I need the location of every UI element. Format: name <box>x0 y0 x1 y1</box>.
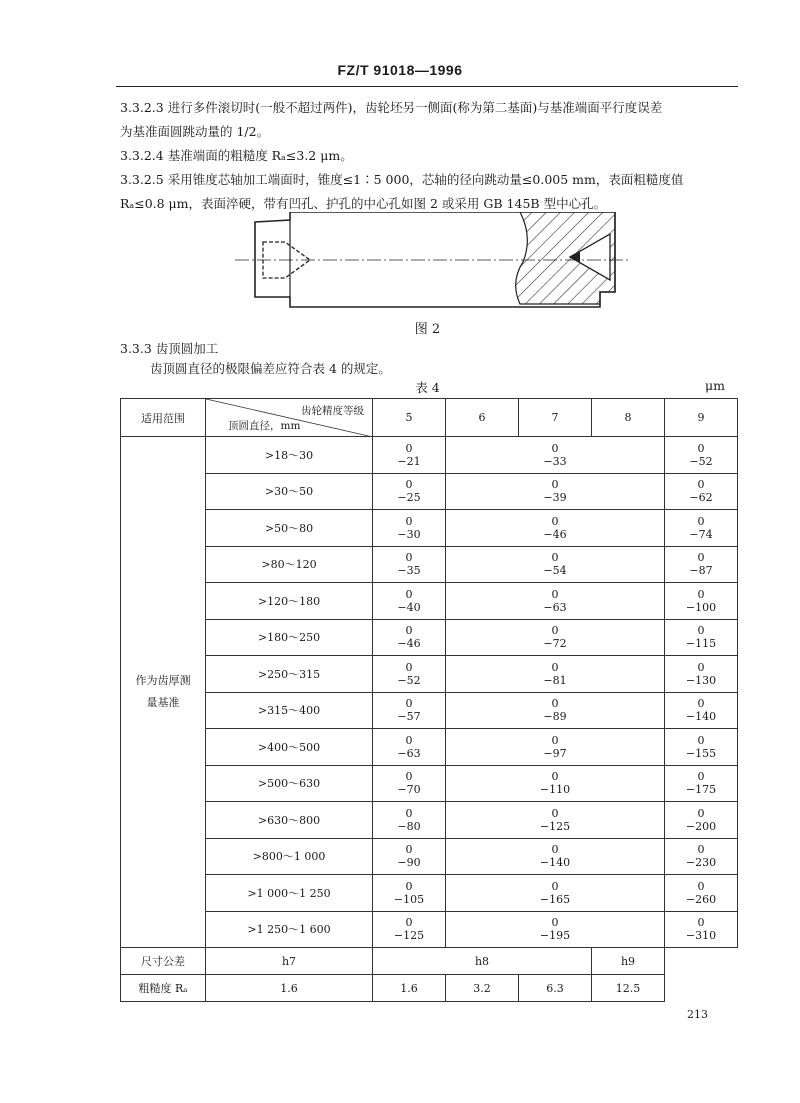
deviation-g5: 0 −90 <box>373 838 446 875</box>
clause-3-3-2-4: 3.3.2.4 基准端面的粗糙度 Rₐ≤3.2 μm。 <box>120 148 353 163</box>
header-diameter: 顶圆直径，mm <box>228 420 301 432</box>
table-header-row <box>121 399 738 437</box>
deviation-g9: 0 −87 <box>665 546 738 583</box>
header-grade-9: 9 <box>665 399 738 437</box>
roughness-label: 粗糙度 Rₐ <box>121 975 206 1002</box>
roughness-g6: 1.6 <box>373 975 446 1002</box>
deviation-g9: 0 −130 <box>665 656 738 693</box>
diameter-range: >180～250 <box>206 619 373 656</box>
diameter-range: >315～400 <box>206 692 373 729</box>
deviation-g678: 0 −54 <box>446 546 665 583</box>
clause-3-3-2-5-line1: 3.3.2.5 采用锥度芯轴加工端面时，锥度≤1∶5 000，芯轴的径向跳动量≤0.005 mm，表面粗糙度值 <box>120 172 684 187</box>
diameter-range: >800～1 000 <box>206 838 373 875</box>
header-grade-8: 8 <box>592 399 665 437</box>
deviation-g678: 0 −81 <box>446 656 665 693</box>
deviation-g5: 0 −63 <box>373 729 446 766</box>
header-rule <box>116 86 738 87</box>
deviation-g9: 0 −62 <box>665 473 738 510</box>
deviation-g5: 0 −25 <box>373 473 446 510</box>
roughness-g8: 6.3 <box>519 975 592 1002</box>
table-row <box>121 729 738 766</box>
roughness-g5: 1.6 <box>206 975 373 1002</box>
roughness-g7: 3.2 <box>446 975 519 1002</box>
diameter-range: >500～630 <box>206 765 373 802</box>
clause-3-3-2-3-line2: 为基准面圆跳动量的 1/2。 <box>120 124 270 139</box>
deviation-g9: 0 −230 <box>665 838 738 875</box>
deviation-g678: 0 −97 <box>446 729 665 766</box>
table-row <box>121 510 738 547</box>
deviation-g5: 0 −46 <box>373 619 446 656</box>
diameter-range: >50～80 <box>206 510 373 547</box>
diameter-range: >1 250～1 600 <box>206 911 373 948</box>
tolerance-g5: h7 <box>206 948 373 975</box>
tolerance-row <box>121 948 738 975</box>
deviation-g9: 0 −140 <box>665 692 738 729</box>
figure-2-mandrel-drawing <box>235 212 630 312</box>
table-row <box>121 911 738 948</box>
deviation-g5: 0 −21 <box>373 437 446 474</box>
table-row <box>121 875 738 912</box>
section-3-3-3-heading: 3.3.3 齿顶圆加工 <box>120 341 219 356</box>
deviation-g678: 0 −195 <box>446 911 665 948</box>
clause-3-3-2-3-line1: 3.3.2.3 进行多件滚切时(一般不超过两件)，齿轮坯另一侧面(称为第二基面)与基准端面平行度误差 <box>120 100 663 115</box>
header-grade-7: 7 <box>519 399 592 437</box>
deviation-g9: 0 −310 <box>665 911 738 948</box>
table-row <box>121 765 738 802</box>
table-row <box>121 583 738 620</box>
table-row <box>121 619 738 656</box>
deviation-g678: 0 −46 <box>446 510 665 547</box>
deviation-g5: 0 −35 <box>373 546 446 583</box>
header-grade: 齿轮精度等级 <box>301 405 364 417</box>
deviation-g9: 0 −260 <box>665 875 738 912</box>
header-diagonal <box>206 399 373 437</box>
table-row <box>121 802 738 839</box>
deviation-g678: 0 −39 <box>446 473 665 510</box>
deviation-g5: 0 −70 <box>373 765 446 802</box>
tolerance-label: 尺寸公差 <box>121 948 206 975</box>
deviation-g9: 0 −175 <box>665 765 738 802</box>
roughness-row <box>121 975 738 1002</box>
deviation-g9: 0 −115 <box>665 619 738 656</box>
deviation-g5: 0 −52 <box>373 656 446 693</box>
diameter-range: >18～30 <box>206 437 373 474</box>
diameter-range: >80～120 <box>206 546 373 583</box>
clause-3-3-2-5-line2: Rₐ≤0.8 μm，表面淬硬，带有凹孔、护孔的中心孔如图 2 或采用 GB 145B 型中心孔。 <box>120 196 607 211</box>
deviation-g9: 0 −155 <box>665 729 738 766</box>
diameter-range: >30～50 <box>206 473 373 510</box>
header-grade-6: 6 <box>446 399 519 437</box>
deviation-g678: 0 −125 <box>446 802 665 839</box>
deviation-g678: 0 −165 <box>446 875 665 912</box>
deviation-g5: 0 −40 <box>373 583 446 620</box>
deviation-g678: 0 −72 <box>446 619 665 656</box>
table-row <box>121 692 738 729</box>
diameter-range: >400～500 <box>206 729 373 766</box>
diameter-range: >1 000～1 250 <box>206 875 373 912</box>
deviation-g678: 0 −89 <box>446 692 665 729</box>
tolerance-g678: h8 <box>373 948 592 975</box>
table-row <box>121 437 738 474</box>
diameter-range: >120～180 <box>206 583 373 620</box>
deviation-g678: 0 −140 <box>446 838 665 875</box>
deviation-g5: 0 −125 <box>373 911 446 948</box>
deviation-g5: 0 −30 <box>373 510 446 547</box>
standard-number: FZ/T 91018—1996 <box>337 62 463 78</box>
table-4-title: 表 4 <box>415 380 440 395</box>
deviation-g5: 0 −80 <box>373 802 446 839</box>
deviation-g678: 0 −33 <box>446 437 665 474</box>
table-4 <box>120 398 738 1002</box>
table-row <box>121 473 738 510</box>
deviation-g678: 0 −110 <box>446 765 665 802</box>
deviation-g9: 0 −74 <box>665 510 738 547</box>
scope-cell: 作为齿厚测量基准 <box>121 437 206 948</box>
deviation-g9: 0 −200 <box>665 802 738 839</box>
table-row <box>121 546 738 583</box>
roughness-g9: 12.5 <box>592 975 665 1002</box>
deviation-g678: 0 −63 <box>446 583 665 620</box>
deviation-g9: 0 −52 <box>665 437 738 474</box>
deviation-g9: 0 −100 <box>665 583 738 620</box>
page-number: 213 <box>687 1008 708 1021</box>
table-4-unit: μm <box>705 378 725 393</box>
tolerance-g9: h9 <box>592 948 665 975</box>
table-row <box>121 838 738 875</box>
deviation-g5: 0 −105 <box>373 875 446 912</box>
diameter-range: >630～800 <box>206 802 373 839</box>
section-3-3-3-body: 齿顶圆直径的极限偏差应符合表 4 的规定。 <box>150 361 391 376</box>
table-row <box>121 656 738 693</box>
deviation-g5: 0 −57 <box>373 692 446 729</box>
header-scope: 适用范围 <box>121 399 206 437</box>
figure-2-caption: 图 2 <box>414 322 441 337</box>
header-grade-5: 5 <box>373 399 446 437</box>
diameter-range: >250～315 <box>206 656 373 693</box>
